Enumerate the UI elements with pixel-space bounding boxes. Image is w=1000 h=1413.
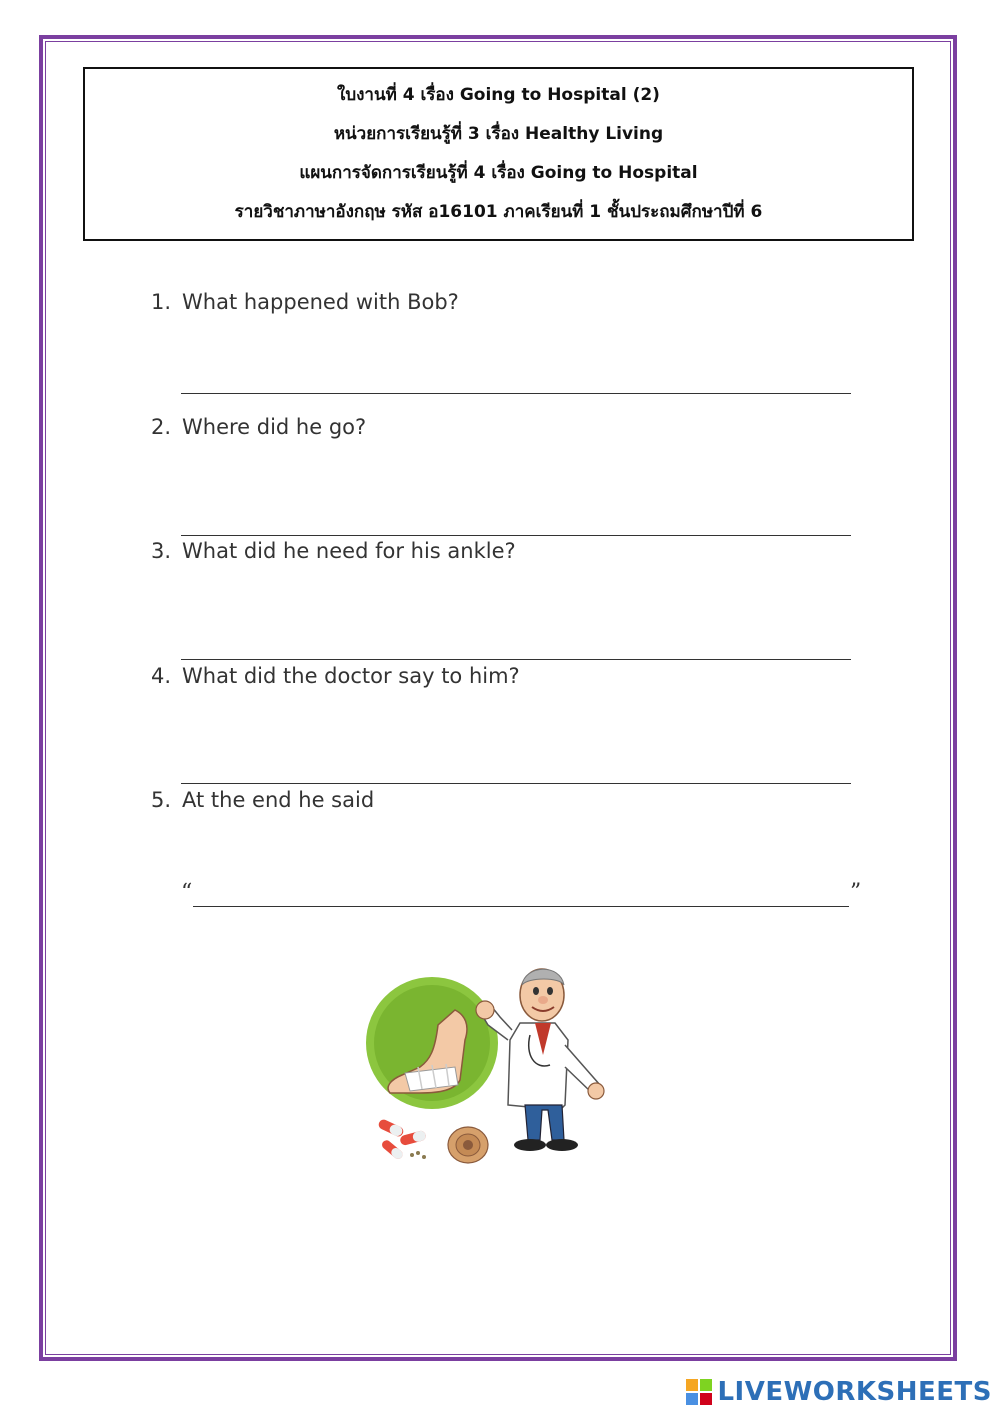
close-quote: ” bbox=[850, 880, 862, 905]
header-title: ใบงานที่ 4 เรื่อง Going to Hospital (2) bbox=[337, 85, 660, 105]
question-number: 2. bbox=[151, 415, 172, 439]
brand-name: LIVEWORKSHEETS bbox=[717, 1377, 992, 1407]
answer-line-1[interactable] bbox=[181, 393, 851, 394]
answer-line-4[interactable] bbox=[181, 783, 851, 784]
question-text: What did the doctor say to him? bbox=[182, 664, 520, 688]
question-4 bbox=[151, 664, 520, 688]
worksheet-header bbox=[83, 67, 914, 241]
doctor-ankle-illustration bbox=[360, 955, 620, 1175]
question-5 bbox=[151, 788, 374, 812]
question-number: 1. bbox=[151, 290, 172, 314]
liveworksheets-branding[interactable] bbox=[685, 1377, 992, 1407]
question-text: Where did he go? bbox=[182, 415, 367, 439]
bandaged-foot-icon bbox=[366, 977, 498, 1109]
question-1 bbox=[151, 290, 459, 314]
open-quote: “ bbox=[181, 880, 193, 905]
question-number: 3. bbox=[151, 539, 172, 563]
question-3 bbox=[151, 539, 516, 563]
pills-icon bbox=[377, 1118, 427, 1161]
header-unit: หน่วยการเรียนรู้ที่ 3 เรื่อง Healthy Living bbox=[333, 124, 664, 144]
answer-line-2[interactable] bbox=[181, 535, 851, 536]
question-number: 5. bbox=[151, 788, 172, 812]
liveworksheets-logo-icon bbox=[685, 1378, 713, 1406]
question-text: What happened with Bob? bbox=[182, 290, 459, 314]
question-text: At the end he said bbox=[182, 788, 375, 812]
bandage-roll-icon bbox=[448, 1127, 488, 1163]
header-course: รายวิชาภาษาอังกฤษ รหัส อ16101 ภาคเรียนที่ 1 ชั้นประถมศึกษาปีที่ 6 bbox=[234, 202, 763, 222]
question-2 bbox=[151, 415, 366, 439]
answer-line-3[interactable] bbox=[181, 659, 851, 660]
answer-line-5[interactable] bbox=[193, 906, 849, 907]
question-text: What did he need for his ankle? bbox=[182, 539, 516, 563]
question-number: 4. bbox=[151, 664, 172, 688]
header-plan: แผนการจัดการเรียนรู้ที่ 4 เรื่อง Going to Hospital bbox=[299, 163, 698, 183]
